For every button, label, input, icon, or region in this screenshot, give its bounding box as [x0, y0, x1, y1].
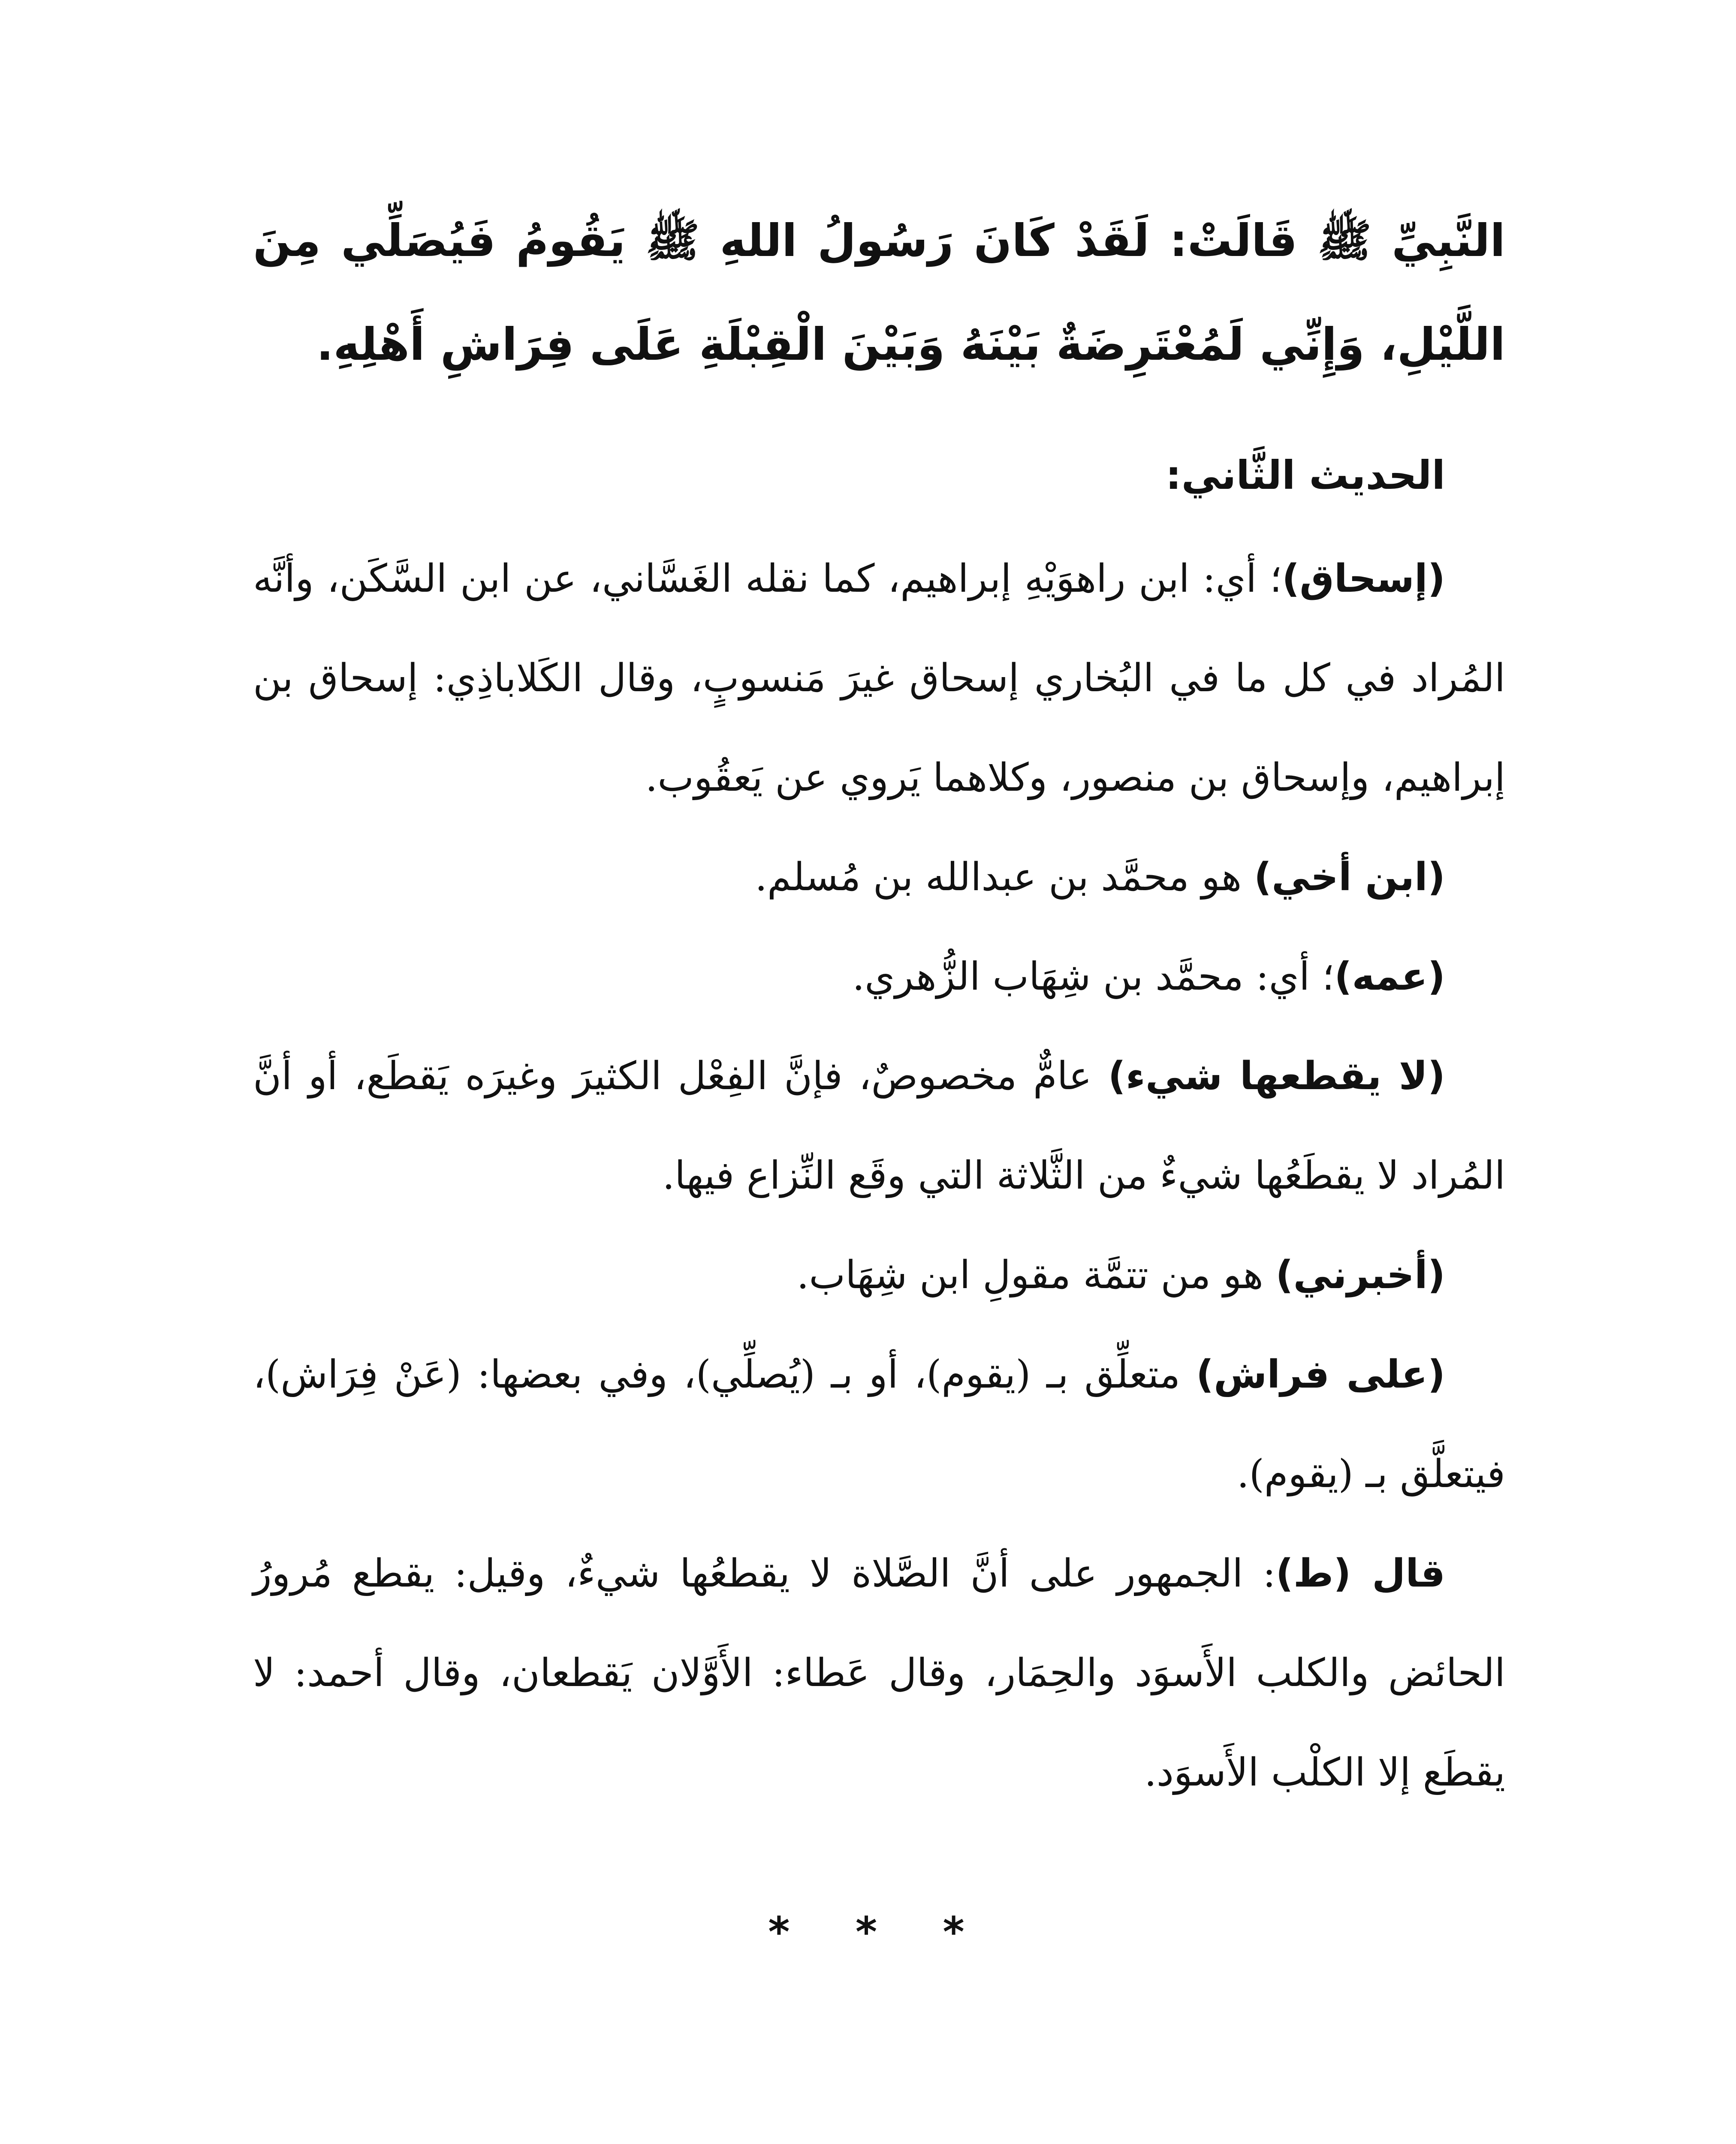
commentary-paragraph	[253, 927, 1505, 1027]
commentary-text: عامٌّ مخصوصٌ، فإنَّ الفِعْل الكثيرَ وغيرَه يَقطَع، أو أنَّ المُراد لا يقطَعُها شيءٌ من الثَّلاثة التي وقَع النِّزاع فيها.	[253, 1054, 1505, 1198]
commentary-paragraph	[253, 529, 1505, 828]
commentary-paragraph	[253, 1325, 1505, 1524]
commentary-paragraph	[253, 1226, 1505, 1325]
commentary-term: (ابن أخي)	[1254, 855, 1445, 900]
commentary-term: (إسحاق)	[1282, 556, 1445, 601]
page-content	[253, 189, 1505, 1956]
section-heading: الحديث الثَّاني:	[1165, 452, 1445, 498]
commentary-paragraph	[253, 1027, 1505, 1226]
commentary-text: ؛ أي: ابن راهوَيْهِ إبراهيم، كما نقله الغَسَّاني، عن ابن السَّكَن، وأنَّه المُراد في كل ما في البُخاري إسحاق غيرَ مَنسوبٍ، وقال الكَلاباذِي: إسحاق بن إبراهيم، وإسحاق بن منصور، وكلاهما يَروي عن يَعقُوب.	[253, 556, 1505, 800]
commentary-paragraph	[253, 1524, 1505, 1822]
commentary-term: (عمه)	[1334, 954, 1445, 999]
commentary-text: متعلِّق بـ (يقوم)، أو بـ (يُصلِّي)، وفي بعضها: (عَنْ فِرَاش)، فيتعلَّق بـ (يقوم).	[253, 1352, 1505, 1497]
commentary-paragraph	[253, 828, 1505, 927]
commentary-term: (أخبرني)	[1275, 1253, 1445, 1298]
commentary-term: (على فراش)	[1196, 1352, 1446, 1397]
commentary-text: هو محمَّد بن عبدالله بن مُسلم.	[755, 855, 1254, 900]
commentary-text: : الجمهور على أنَّ الصَّلاة لا يقطعُها شيءٌ، وقيل: يقطع مُرورُ الحائض والكلب الأَسوَد والحِمَار، وقال عَطاء: الأَوَّلان يَقطعان، وقال أحمد: لا يقطَع إلا الكلْب الأَسوَد.	[253, 1551, 1505, 1795]
commentary-text: هو من تتمَّة مقولِ ابن شِهَاب.	[796, 1253, 1276, 1298]
commentary-term: قال (ط)	[1275, 1551, 1446, 1596]
commentary-text: ؛ أي: محمَّد بن شِهَاب الزُّهري.	[852, 954, 1335, 999]
hadith-text: النَّبِيِّ ﷺ قَالَتْ: لَقَدْ كَانَ رَسُولُ اللهِ ﷺ يَقُومُ فَيُصَلِّي مِنَ اللَّيْلِ، وَإِنِّي لَمُعْتَرِضَةٌ بَيْنَهُ وَبَيْنَ الْقِبْلَةِ عَلَى فِرَاشِ أَهْلِهِ.	[253, 214, 1505, 370]
section-separator: * * *	[768, 1908, 990, 1956]
commentary-term: (لا يقطعها شيء)	[1108, 1054, 1445, 1099]
